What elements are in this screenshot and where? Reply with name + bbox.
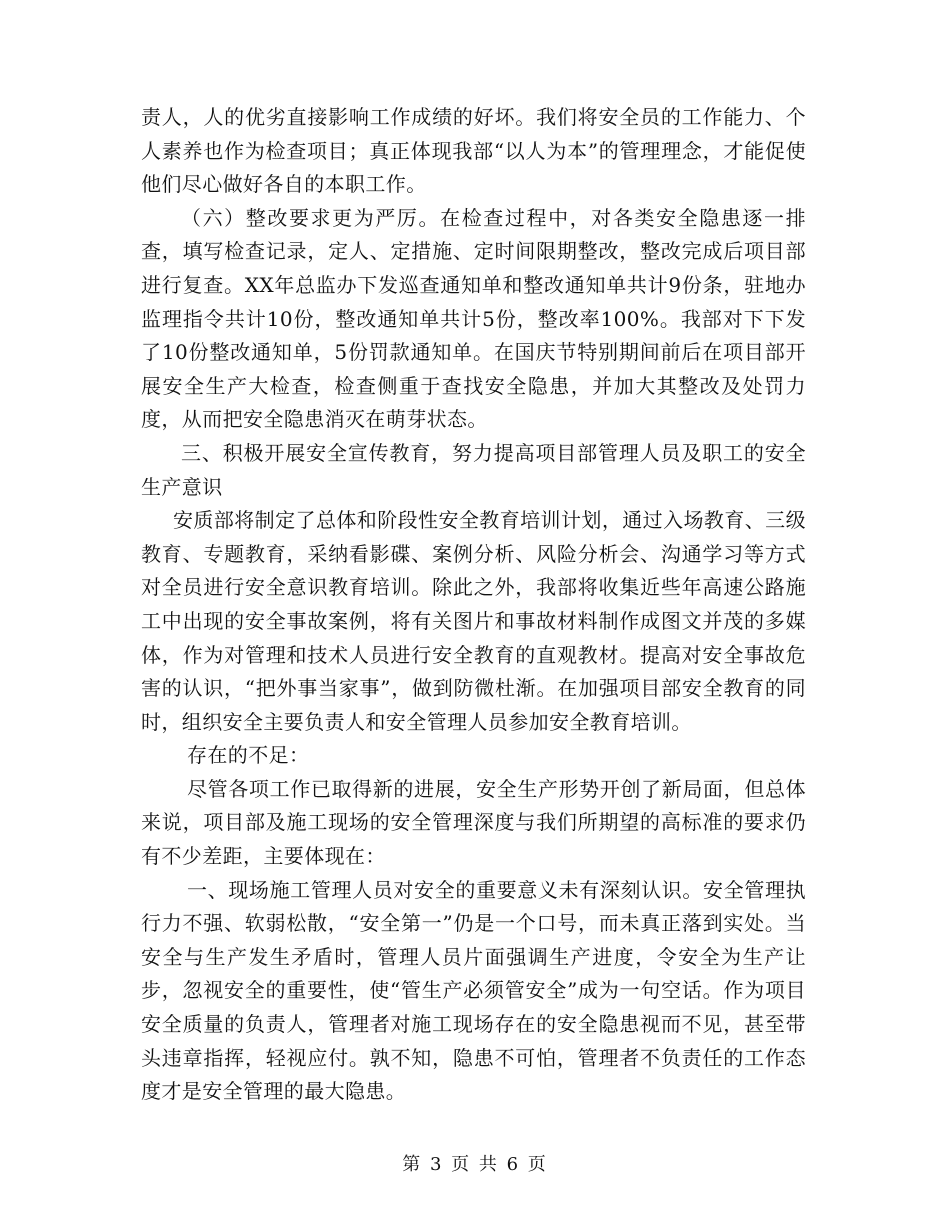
- paragraph-continuation: 责人，人的优劣直接影响工作成绩的好坏。我们将安全员的工作能力、个人素养也作为检查项目；真正体现我部“以人为本”的管理理念，才能促使他们尽心做好各自的本职工作。: [141, 105, 806, 197]
- document-body: [141, 101, 806, 1109]
- section-heading-three: 三、积极开展安全宣传教育，努力提高项目部管理人员及职工的安全生产意识: [141, 440, 806, 499]
- paragraph-education: 安质部将制定了总体和阶段性安全教育培训计划，通过入场教育、三级教育、专题教育，采纳看影碟、案例分析、风险分析会、沟通学习等方式对全员进行安全意识教育培训。除此之外，我部将收集近些年高速公路施工中出现的安全事故案例，将有关图片和事故材料制作成图文并茂的多媒体，作为对管理和技术人员进行安全教育的直观教材。提高对安全事故危害的认识，“把外事当家事”，做到防微杜渐。在加强项目部安全教育的同时，组织安全主要负责人和安全管理人员参加安全教育培训。: [141, 508, 806, 734]
- page-footer: 第 3 页 共 6 页: [402, 1154, 548, 1175]
- paragraph-shortcomings-heading: 存在的不足：: [187, 743, 310, 768]
- paragraph-shortcomings-intro: 尽管各项工作已取得新的进展，安全生产形势开创了新局面，但总体来说，项目部及施工现场的安全管理深度与我们所期望的高标准的要求仍有不少差距，主要体现在：: [141, 776, 806, 869]
- paragraph-shortcoming-one: 一、现场施工管理人员对安全的重要意义未有深刻认识。安全管理执行力不强、软弱松散，“安全第一”仍是一个口号，而未真正落到实处。当安全与生产发生矛盾时，管理人员片面强调生产进度，令安全为生产让步，忽视安全的重要性，使“管生产必须管安全”成为一句空话。作为项目安全质量的负责人，管理者对施工现场存在的安全隐患视而不见，甚至带头违章指挥，轻视应付。孰不知，隐患不可怕，管理者不负责任的工作态度才是安全管理的最大隐患。: [141, 877, 806, 1104]
- paragraph-rectification: （六）整改要求更为严厉。在检查过程中，对各类安全隐患逐一排查，填写检查记录，定人、定措施、定时间限期整改，整改完成后项目部进行复查。XX年总监办下发巡查通知单和整改通知单共计9份条，驻地办监理指令共计10份，整改通知单共计5份，整改率100%。我部对下下发了10份整改通知单，5份罚款通知单。在国庆节特别期间前后在项目部开展安全生产大检查，检查侧重于查找安全隐患，并加大其整改及处罚力度，从而把安全隐患消灭在萌芽状态。: [141, 205, 806, 432]
